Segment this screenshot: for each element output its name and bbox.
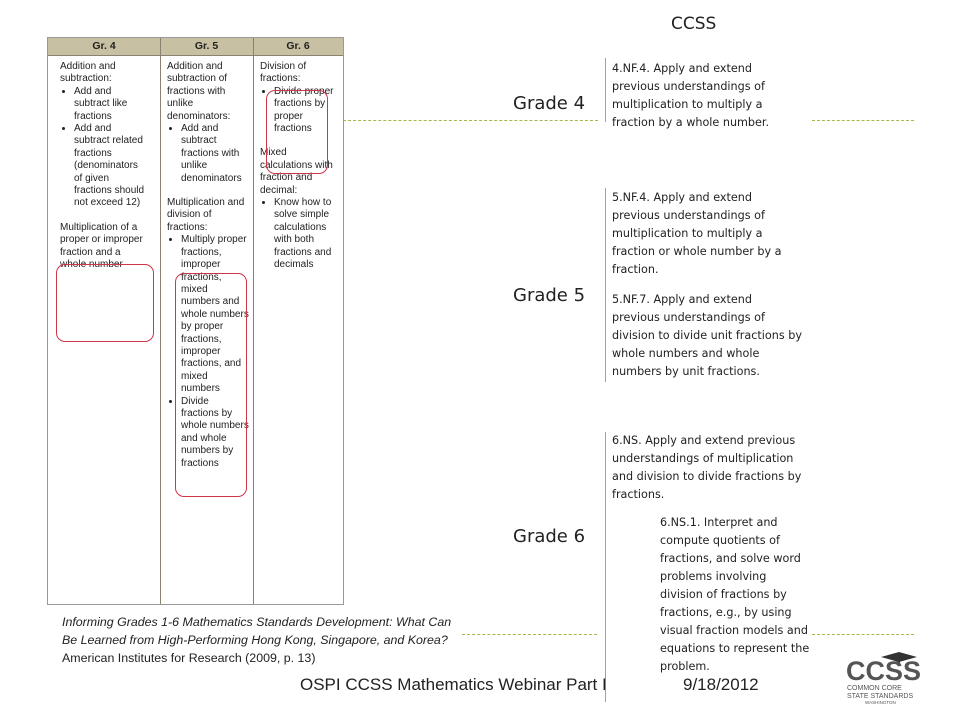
standard-text: 4.NF.4. Apply and extend previous understandings of multiplication to multiply a fraction by a whole number.: [612, 62, 770, 129]
list-item: • Add and subtract fractions with unlike denominators: [181, 123, 249, 185]
table-cell-text: Addition and subtraction of fractions with unlike denominators:: [167, 61, 231, 122]
bracket-line: [605, 58, 606, 122]
list-item: • Multiply proper fractions, improper fractions, mixed numbers and whole numbers by proper fractions, improper fractions, and mixed numbers: [181, 234, 249, 395]
grade-label: Grade 4: [513, 93, 586, 114]
standard-text: 6.NS. Apply and extend previous understandings of multiplication and division to divide fractions by fractions.: [612, 434, 802, 501]
citation: [62, 613, 462, 667]
grade-label: Grade 6: [513, 526, 586, 547]
table-header-gr4: Gr. 4: [48, 38, 160, 56]
page-title: CCSS: [671, 14, 717, 34]
column-divider: [160, 38, 161, 604]
highlight-circle: [266, 90, 328, 174]
standard-text: 5.NF.4. Apply and extend previous understandings of multiplication to multiply a fraction or whole number by a fraction.: [612, 191, 782, 276]
bracket-line: [605, 188, 606, 382]
standard-text: 5.NF.7. Apply and extend previous understandings of division to divide unit fractions by whole numbers and whole numbers by unit fractions.: [612, 293, 802, 378]
table-col-gr4: [60, 61, 148, 272]
standard-text: 6.NS.1. Interpret and compute quotients of fractions, and solve word problems involving division of fractions by fractions, e.g., by using visual fraction models and equations to represent the problem.: [660, 516, 810, 673]
divider-line: [812, 634, 914, 635]
divider-line: [343, 120, 598, 121]
list-item: • Add and subtract related fractions (denominators of given fractions should not exceed 12): [74, 123, 148, 210]
logo-subtext: STATE STANDARDS: [847, 693, 914, 700]
highlight-circle: [175, 273, 247, 497]
highlight-circle: [56, 264, 154, 342]
table-cell-text: Division of fractions:: [260, 61, 307, 85]
list-item: • Divide fractions by whole numbers and whole numbers by fractions: [181, 396, 249, 470]
divider-line: [812, 120, 914, 121]
table-cell-text: Addition and subtraction:: [60, 61, 116, 85]
divider-line: [462, 634, 597, 635]
ccss-logo-graphic: [843, 648, 923, 704]
logo-subtext: WASHINGTON: [865, 700, 896, 704]
footer-date: 9/18/2012: [683, 675, 759, 694]
table-cell-text: Multiplication and division of fractions:: [167, 197, 245, 233]
list-item: • Add and subtract like fractions: [74, 86, 148, 123]
list-item: • Know how to solve simple calculations with both fractions and decimals: [274, 197, 340, 271]
citation-title: Informing Grades 1-6 Mathematics Standards Development: What Can Be Learned from High-Performing Hong Kong, Singapore, and Korea?: [62, 615, 452, 647]
logo-text: CCSS: [846, 656, 922, 686]
logo-subtext: COMMON CORE: [847, 685, 902, 692]
grade-label: Grade 5: [513, 285, 586, 306]
footer-title: OSPI CCSS Mathematics Webinar Part I: [300, 675, 607, 694]
table-header-gr5: Gr. 5: [160, 38, 253, 56]
table-header-gr6: Gr. 6: [253, 38, 343, 56]
citation-source: American Institutes for Research (2009, p. 13): [62, 651, 316, 665]
table-cell-text: Multiplication of a proper or improper fraction and a whole number: [60, 221, 143, 271]
bracket-line: [605, 432, 606, 702]
ccss-logo: [843, 648, 923, 704]
column-divider: [253, 38, 254, 604]
list-item: • Divide proper fractions by proper fractions: [274, 86, 340, 136]
table-cell-text: Mixed calculations with fraction and decimal:: [260, 147, 333, 196]
